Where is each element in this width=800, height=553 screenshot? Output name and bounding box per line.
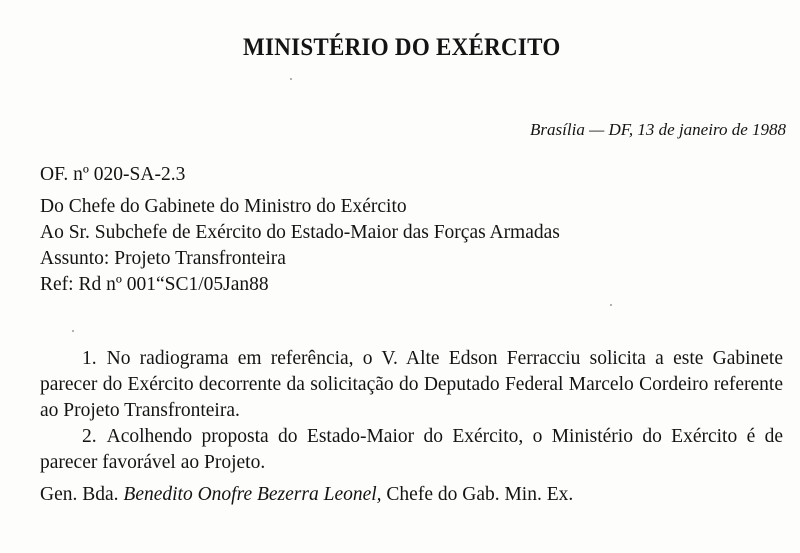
date-line: Brasília — DF, 13 de janeiro de 1988 — [530, 120, 786, 139]
scan-speck — [290, 78, 292, 80]
signature-rank: Gen. Bda. — [40, 484, 119, 505]
signature-name: Benedito Onofre Bezerra Leonel, — [123, 484, 382, 505]
paragraph-1 — [40, 346, 783, 424]
to-line: Ao Sr. Subchefe de Exército do Estado-Maior das Forças Armadas — [40, 222, 560, 243]
paragraph-text: Acolhendo proposta do Estado-Maior do Exército, o Ministério do Exército é de parecer favorável ao Projeto. — [40, 426, 783, 473]
office-number: OF. nº 020-SA-2.3 — [40, 164, 186, 185]
signature-role: Chefe do Gab. Min. Ex. — [386, 484, 574, 505]
page-title: MINISTÉRIO DO EXÉRCITO — [243, 34, 561, 61]
subject-line: Assunto: Projeto Transfronteira — [40, 248, 286, 269]
paragraph-2 — [40, 424, 783, 476]
scan-speck — [610, 304, 612, 306]
paragraph-number: 1. — [82, 348, 97, 369]
signature-line — [40, 484, 573, 506]
reference-line: Ref: Rd nº 001“SC1/05Jan88 — [40, 274, 269, 295]
from-line: Do Chefe do Gabinete do Ministro do Exército — [40, 196, 407, 217]
paragraph-text: No radiograma em referência, o V. Alte Edson Ferracciu solicita a este Gabinete parecer do Exército decorrente da solicitação do Deputado Federal Marcelo Cordeiro referente ao Projeto Transfronteira. — [40, 348, 783, 421]
scan-speck — [72, 330, 74, 332]
paragraph-number: 2. — [82, 426, 97, 447]
